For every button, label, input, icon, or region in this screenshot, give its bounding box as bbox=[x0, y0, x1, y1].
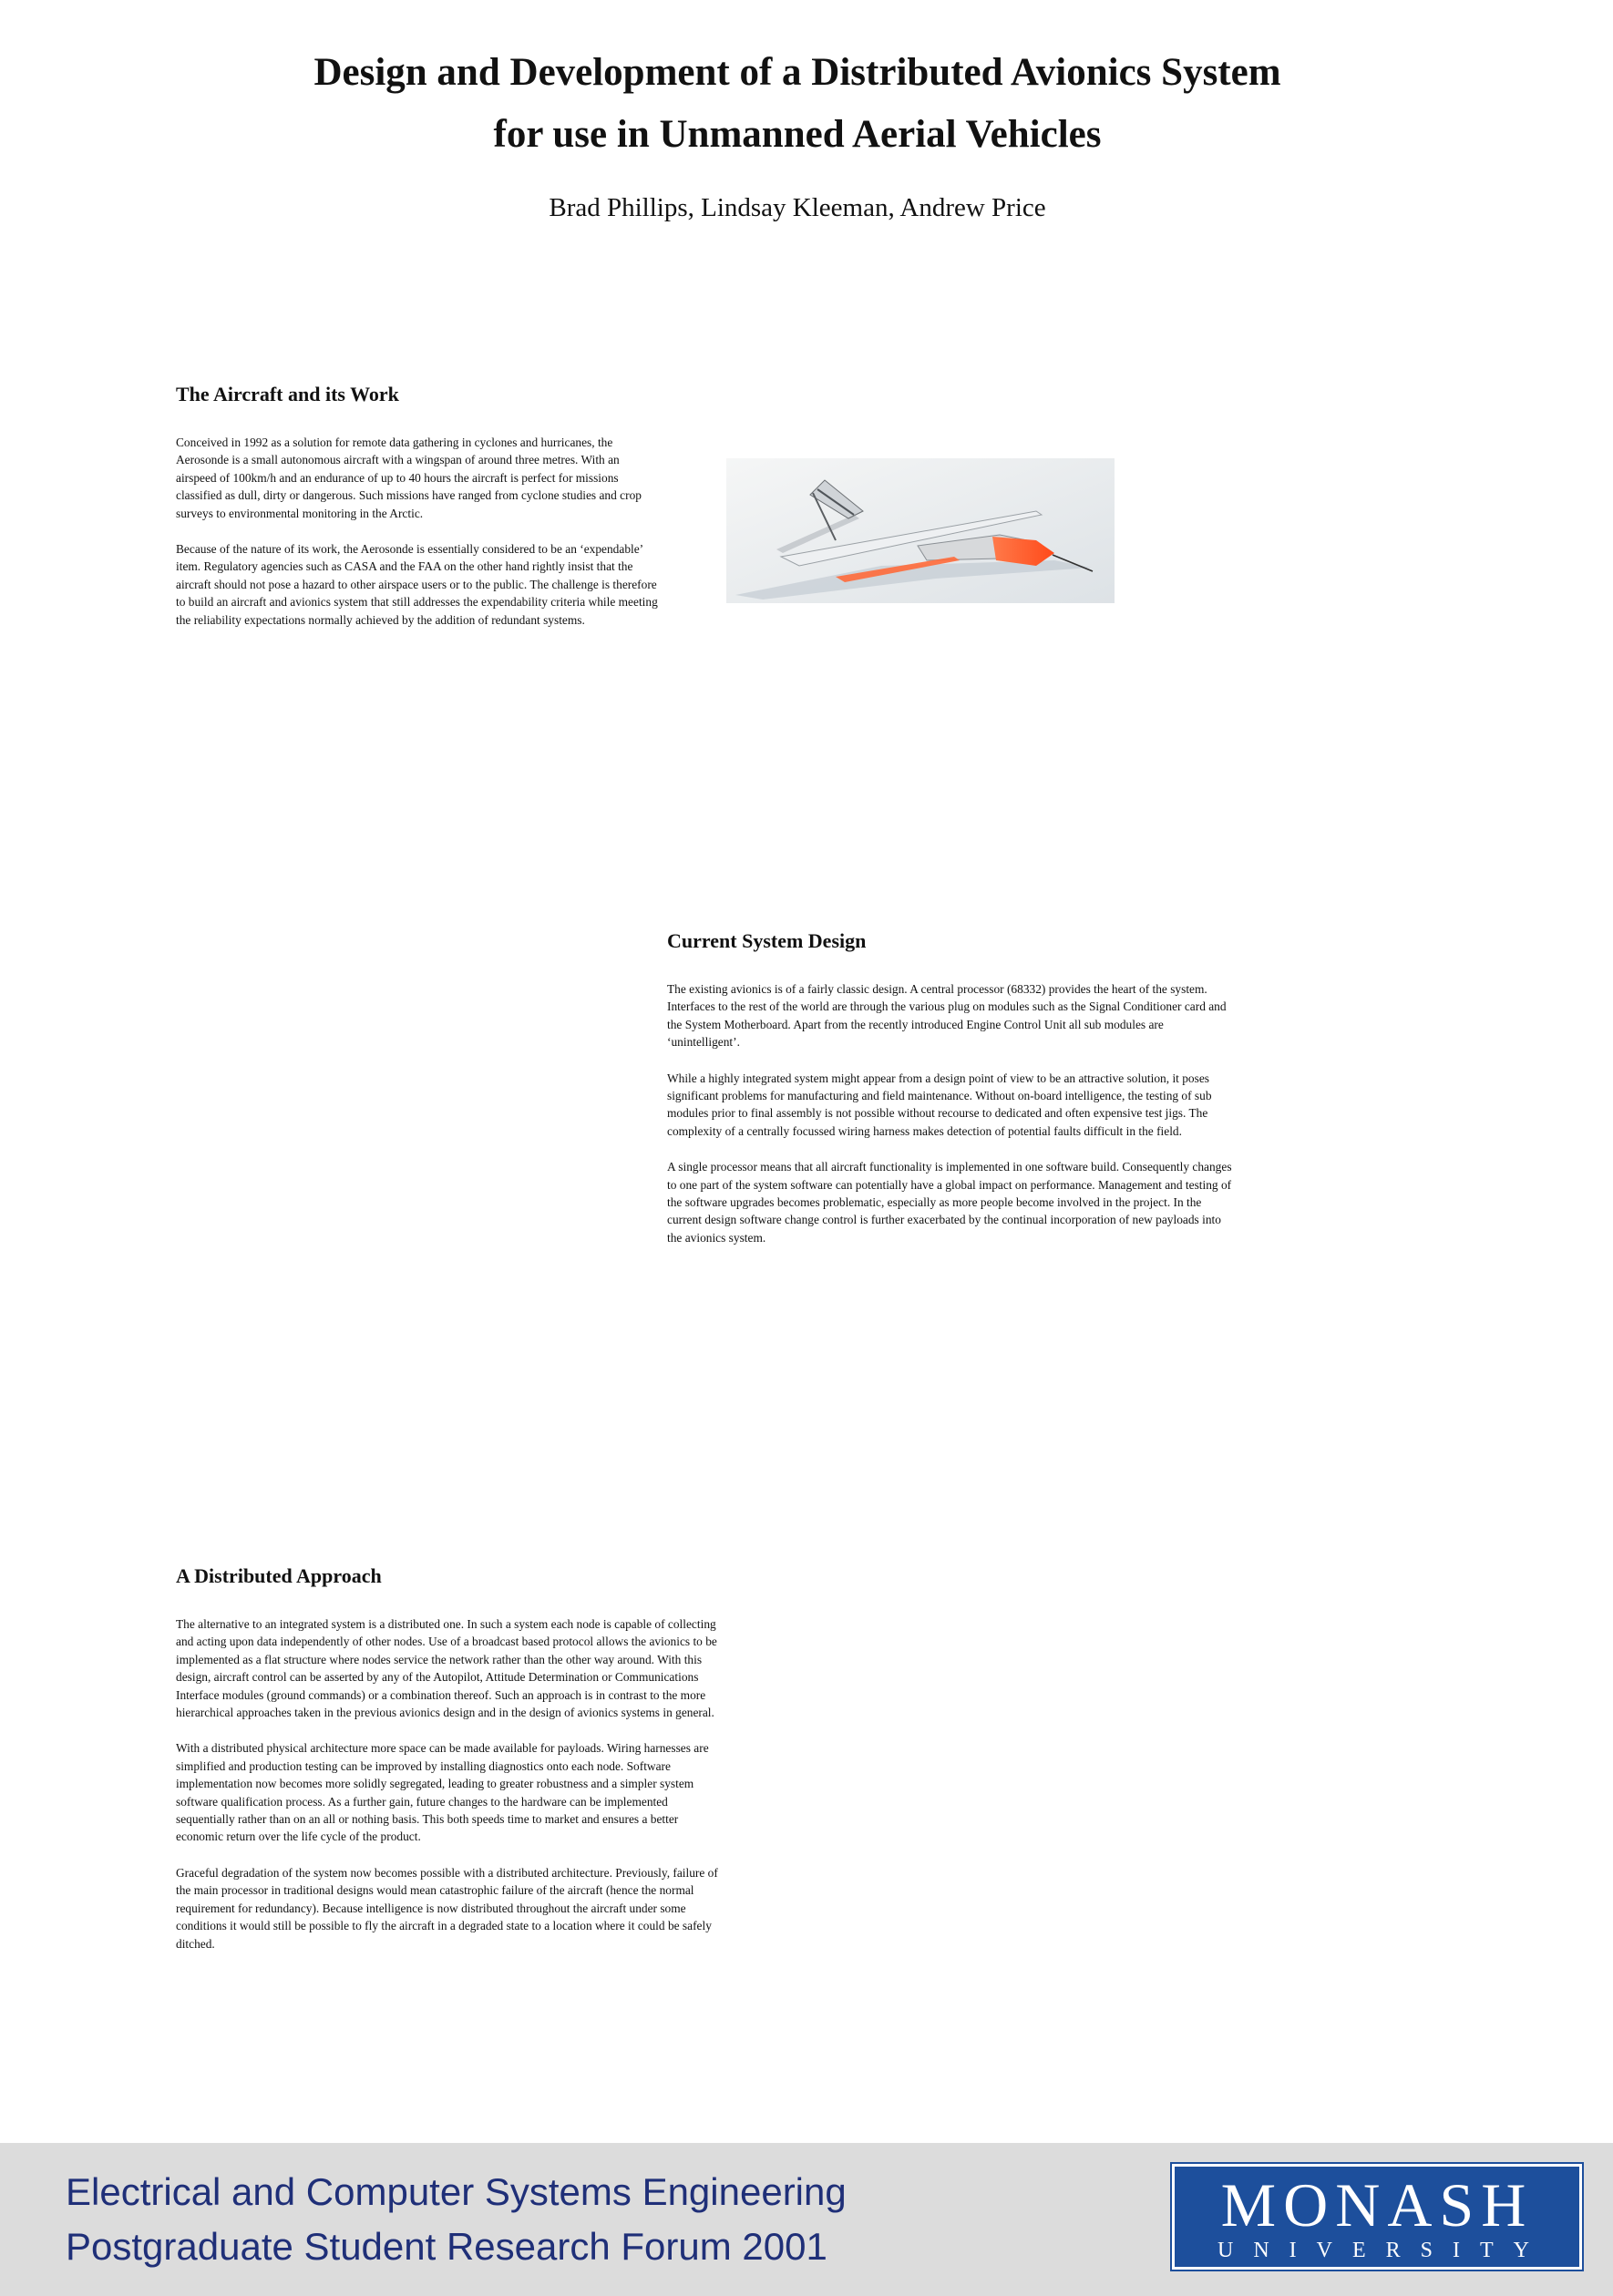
footer-event: Postgraduate Student Research Forum 2001 bbox=[66, 2225, 827, 2268]
footer-department: Electrical and Computer Systems Engineering bbox=[66, 2170, 847, 2213]
authors: Brad Phillips, Lindsay Kleeman, Andrew Price bbox=[549, 193, 1046, 222]
paragraph: The alternative to an integrated system is a distributed one. In such a system each node is capable of collecting and acting upon data independently of other nodes. Use of a broadcast based protocol allows the avionics to be implemented as a flat structure where nodes service the network rather than the other way around. With this design, aircraft control can be asserted by any of the Autopilot, Attitude Determination or Communications Interface modules (ground commands) or a combination thereof. Such an approach is in contrast to the more hierarchical approaches taken in the previous avionics design and in the design of avionics systems in general. bbox=[176, 1617, 717, 1720]
section-heading: Current System Design bbox=[667, 929, 867, 952]
paragraph: While a highly integrated system might appear from a design point of view to be an attractive solution, it poses significant problems for manufacturing and field maintenance. Without on-board intelligence, the testing of sub modules prior to final assembly is not possible without recourse to dedicated and often expensive test jigs. The complexity of a centrally focussed wiring harness makes detection of potential faults difficult in the field. bbox=[667, 1071, 1212, 1138]
title-line-1: Design and Development of a Distributed Avionics System bbox=[313, 51, 1281, 94]
paragraph: A single processor means that all aircraft functionality is implemented in one software build. Consequently changes to one part of the system software can potentially have a global impact on performance. Management and testing of the software upgrades becomes problematic, especially as more people become involved in the project. In the current design software change control is further exacerbated by the continual incorporation of new payloads into the avionics system. bbox=[667, 1160, 1232, 1245]
poster-title bbox=[146, 42, 1449, 166]
section-heading: A Distributed Approach bbox=[176, 1564, 382, 1587]
paragraph: Because of the nature of its work, the Aerosonde is essentially considered to be an ‘expendable’ item. Regulatory agencies such as CASA and the FAA on the other hand rightly insist that the aircraft should not pose a hazard to other airspace users or to the public. The challenge is therefore to build an aircraft and avionics system that still addresses the expendability criteria while meeting the reliability expectations normally achieved by the addition of redundant systems. bbox=[176, 542, 658, 627]
section-heading: The Aircraft and its Work bbox=[176, 383, 399, 405]
paragraph: Conceived in 1992 as a solution for remote data gathering in cyclones and hurricanes, the Aerosonde is a small autonomous aircraft with a wingspan of around three metres. With an airspeed of 100km/h and an endurance of up to 40 hours the aircraft is perfect for missions classified as dull, dirty or dangerous. Such missions have ranged from cyclone studies and crop surveys to environmental monitoring in the Arctic. bbox=[176, 436, 642, 520]
paragraph: With a distributed physical architecture more space can be made available for payloads. Wiring harnesses are simplified and production testing can be improved by installing diagnostics onto each node. Software implementation now becomes more solidly segregated, leading to greater robustness and a simpler system software qualification process. As a further gain, future changes to the hardware can be implemented sequentially rather than on an all or nothing basis. This both speeds time to market and ensures a better economic return over the life cycle of the product. bbox=[176, 1741, 709, 1844]
section-distributed-approach bbox=[176, 1564, 723, 1971]
logo-wordmark: MONASH bbox=[1220, 2170, 1534, 2240]
paragraph: Graceful degradation of the system now becomes possible with a distributed architecture. Previously, failure of the main processor in traditional designs would mean catastrophic failure of the aircraft (hence the normal requirement for redundancy). Because intelligence is now distributed throughout the aircraft under some conditions it would still be possible to fly the aircraft in a degraded state to a location where it could be safely ditched. bbox=[176, 1865, 718, 1951]
aerosonde-aircraft-illustration bbox=[726, 458, 1115, 603]
snow-background bbox=[726, 458, 1115, 603]
section-current-design bbox=[667, 929, 1232, 1265]
paragraph: The existing avionics is of a fairly classic design. A central processor (68332) provides the heart of the system. Interfaces to the rest of the world are through the various plug on modules such as the Signal Conditioner card and the System Motherboard. Apart from the recently introduced Engine Control Unit all sub modules are ‘unintelligent’. bbox=[667, 982, 1227, 1050]
title-line-2: for use in Unmanned Aerial Vehicles bbox=[493, 113, 1102, 156]
monash-university-logo bbox=[1172, 2164, 1582, 2270]
aircraft-photo bbox=[726, 458, 1115, 603]
section-aircraft bbox=[176, 383, 659, 647]
logo-subtitle: UNIVERSITY bbox=[1217, 2239, 1549, 2262]
footer-banner bbox=[0, 2143, 1613, 2296]
